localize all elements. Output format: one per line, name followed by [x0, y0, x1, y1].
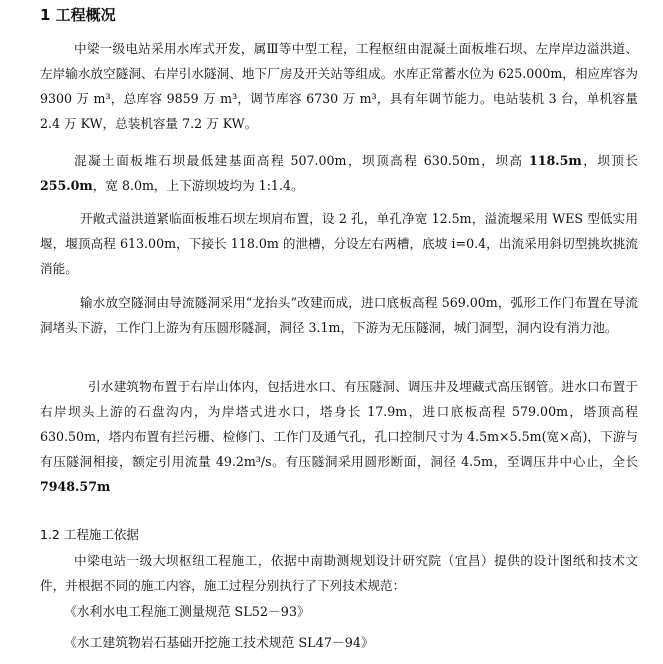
dam-text-d: ，宽 8.0m，上下游坝坡均为 1:1.4。 [92, 178, 304, 193]
standard-item: 《水利水电工程施工测量规范 SL52－93》 [64, 605, 310, 620]
total-length-value: 7948.57m [40, 479, 111, 494]
dam-text-a: 混凝土面板堆石坝最低建基面高程 507.00m，坝顶高程 630.50m，坝高 [74, 153, 529, 168]
intake-text: 引水建筑物布置于右岸山体内，包括进水口、有压隧洞、调压井及埋藏式高压钢管。进水口布置于右岸坝头上游的石盘沟内，为岸塔式进水口，塔身长 17.9m，进口底板高程 579.00m，塔顶高程 630.50m，塔内布置有拦污栅、检修门、工作门及通气孔，孔口控制尺寸为 4.5m×5.5m(宽×高)，下游与有压隧洞相接，额定引用流量 49.2m³/s。有压隧洞采用圆形断面，洞径 4.5m，至调压井中心止，全长 [40, 379, 638, 469]
section-heading: 1 工程概况 [40, 6, 116, 24]
paragraph-overview: 中梁一级电站采用水库式开发，属Ⅲ等中型工程，工程枢纽由混凝土面板堆石坝、左岸岸边溢洪道、左岸输水放空隧洞、右岸引水隧洞、地下厂房及开关站等组成。水库正常蓄水位为 625.000m，相应库容为 9300 万 m³，总库容 9859 万 m³，调节库容 6730 万 m³，具有年调节能力。电站装机 3 台，单机容量 2.4 万 KW，总装机容量 7.2 万 KW。 [40, 41, 638, 131]
subsection-heading: 1.2 工程施工依据 [40, 527, 139, 542]
paragraph-spillway: 开敞式溢洪道紧临面板堆石坝左坝肩布置，设 2 孔，单孔净宽 12.5m，溢流堰采用 WES 型低实用堰，堰顶高程 613.00m，下接长 118.0m 的泄槽，分设左右两槽，底坡 i=0.4，出流采用斜切型挑坎挑流消能。 [40, 211, 638, 276]
dam-height-value: 118.5m [528, 153, 582, 168]
standard-item: 《水工建筑物岩石基础开挖施工技术规范 SL47－94》 [64, 636, 374, 651]
dam-text-c: ，坝顶长 [581, 153, 639, 168]
paragraph-basis: 中梁电站一级大坝枢纽工程施工，依据中南勘测规划设计研究院（宜昌）提供的设计图纸和技术文件，并根据不同的施工内容，施工过程分别执行了下列技术规范： [40, 553, 638, 593]
paragraph-intake [40, 374, 638, 499]
paragraph-tunnel: 输水放空隧洞由导流隧洞采用“龙抬头”改建而成，进口底板高程 569.00m，弧形工作门布置在导流洞堵头下游，工作门上游为有压圆形隧洞，洞径 3.1m，下游为无压隧洞，城门洞型，洞内设有消力池。 [40, 295, 638, 335]
paragraph-dam [40, 148, 638, 198]
dam-length-value: 255.0m [40, 178, 93, 193]
